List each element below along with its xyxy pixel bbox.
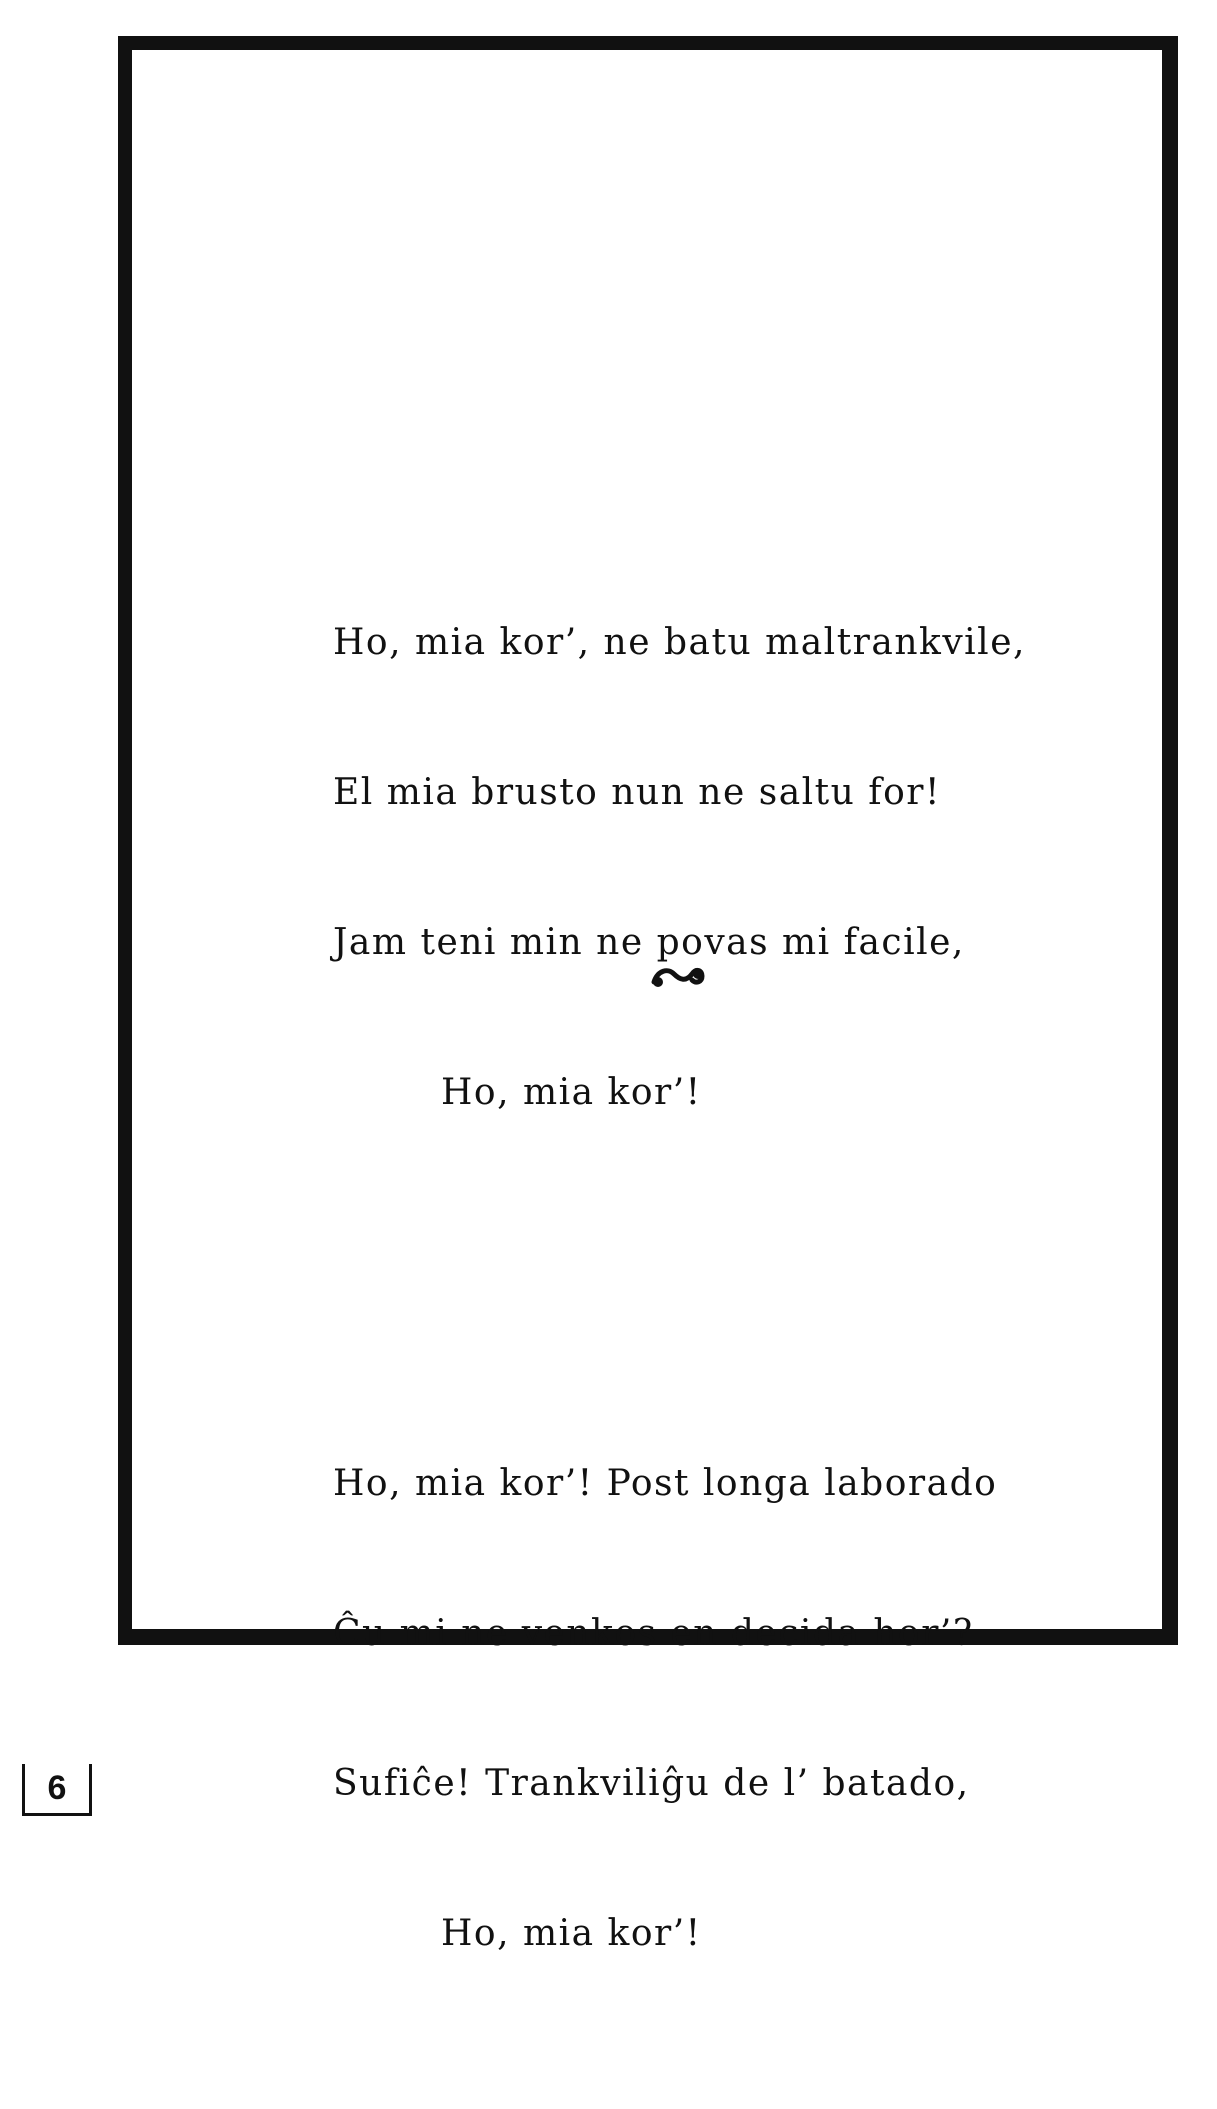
stanza-2 (333, 1359, 1026, 2059)
refrain-line: Ho, mia kor’! (441, 1072, 702, 1113)
verse-line: Ĉu mi ne venkos en decida hor’? (333, 1613, 974, 1654)
page-number: 6 (22, 1764, 92, 1816)
verse-line: Jam teni min ne povas mi facile, (333, 922, 965, 963)
poem (333, 418, 1026, 2109)
refrain-line: Ho, mia kor’! (441, 1913, 702, 1954)
stanza-1 (333, 518, 1026, 1218)
verse-line: Ho, mia kor’! Post longa laborado (333, 1463, 998, 1504)
verse-line: Ho, mia kor’, ne batu maltrankvile, (333, 622, 1026, 663)
verse-line: El mia brusto nun ne saltu for! (333, 772, 941, 813)
verse-line: Sufiĉe! Trankviliĝu de l’ batado, (333, 1763, 970, 1804)
fleuron-ornament-icon (650, 962, 706, 988)
